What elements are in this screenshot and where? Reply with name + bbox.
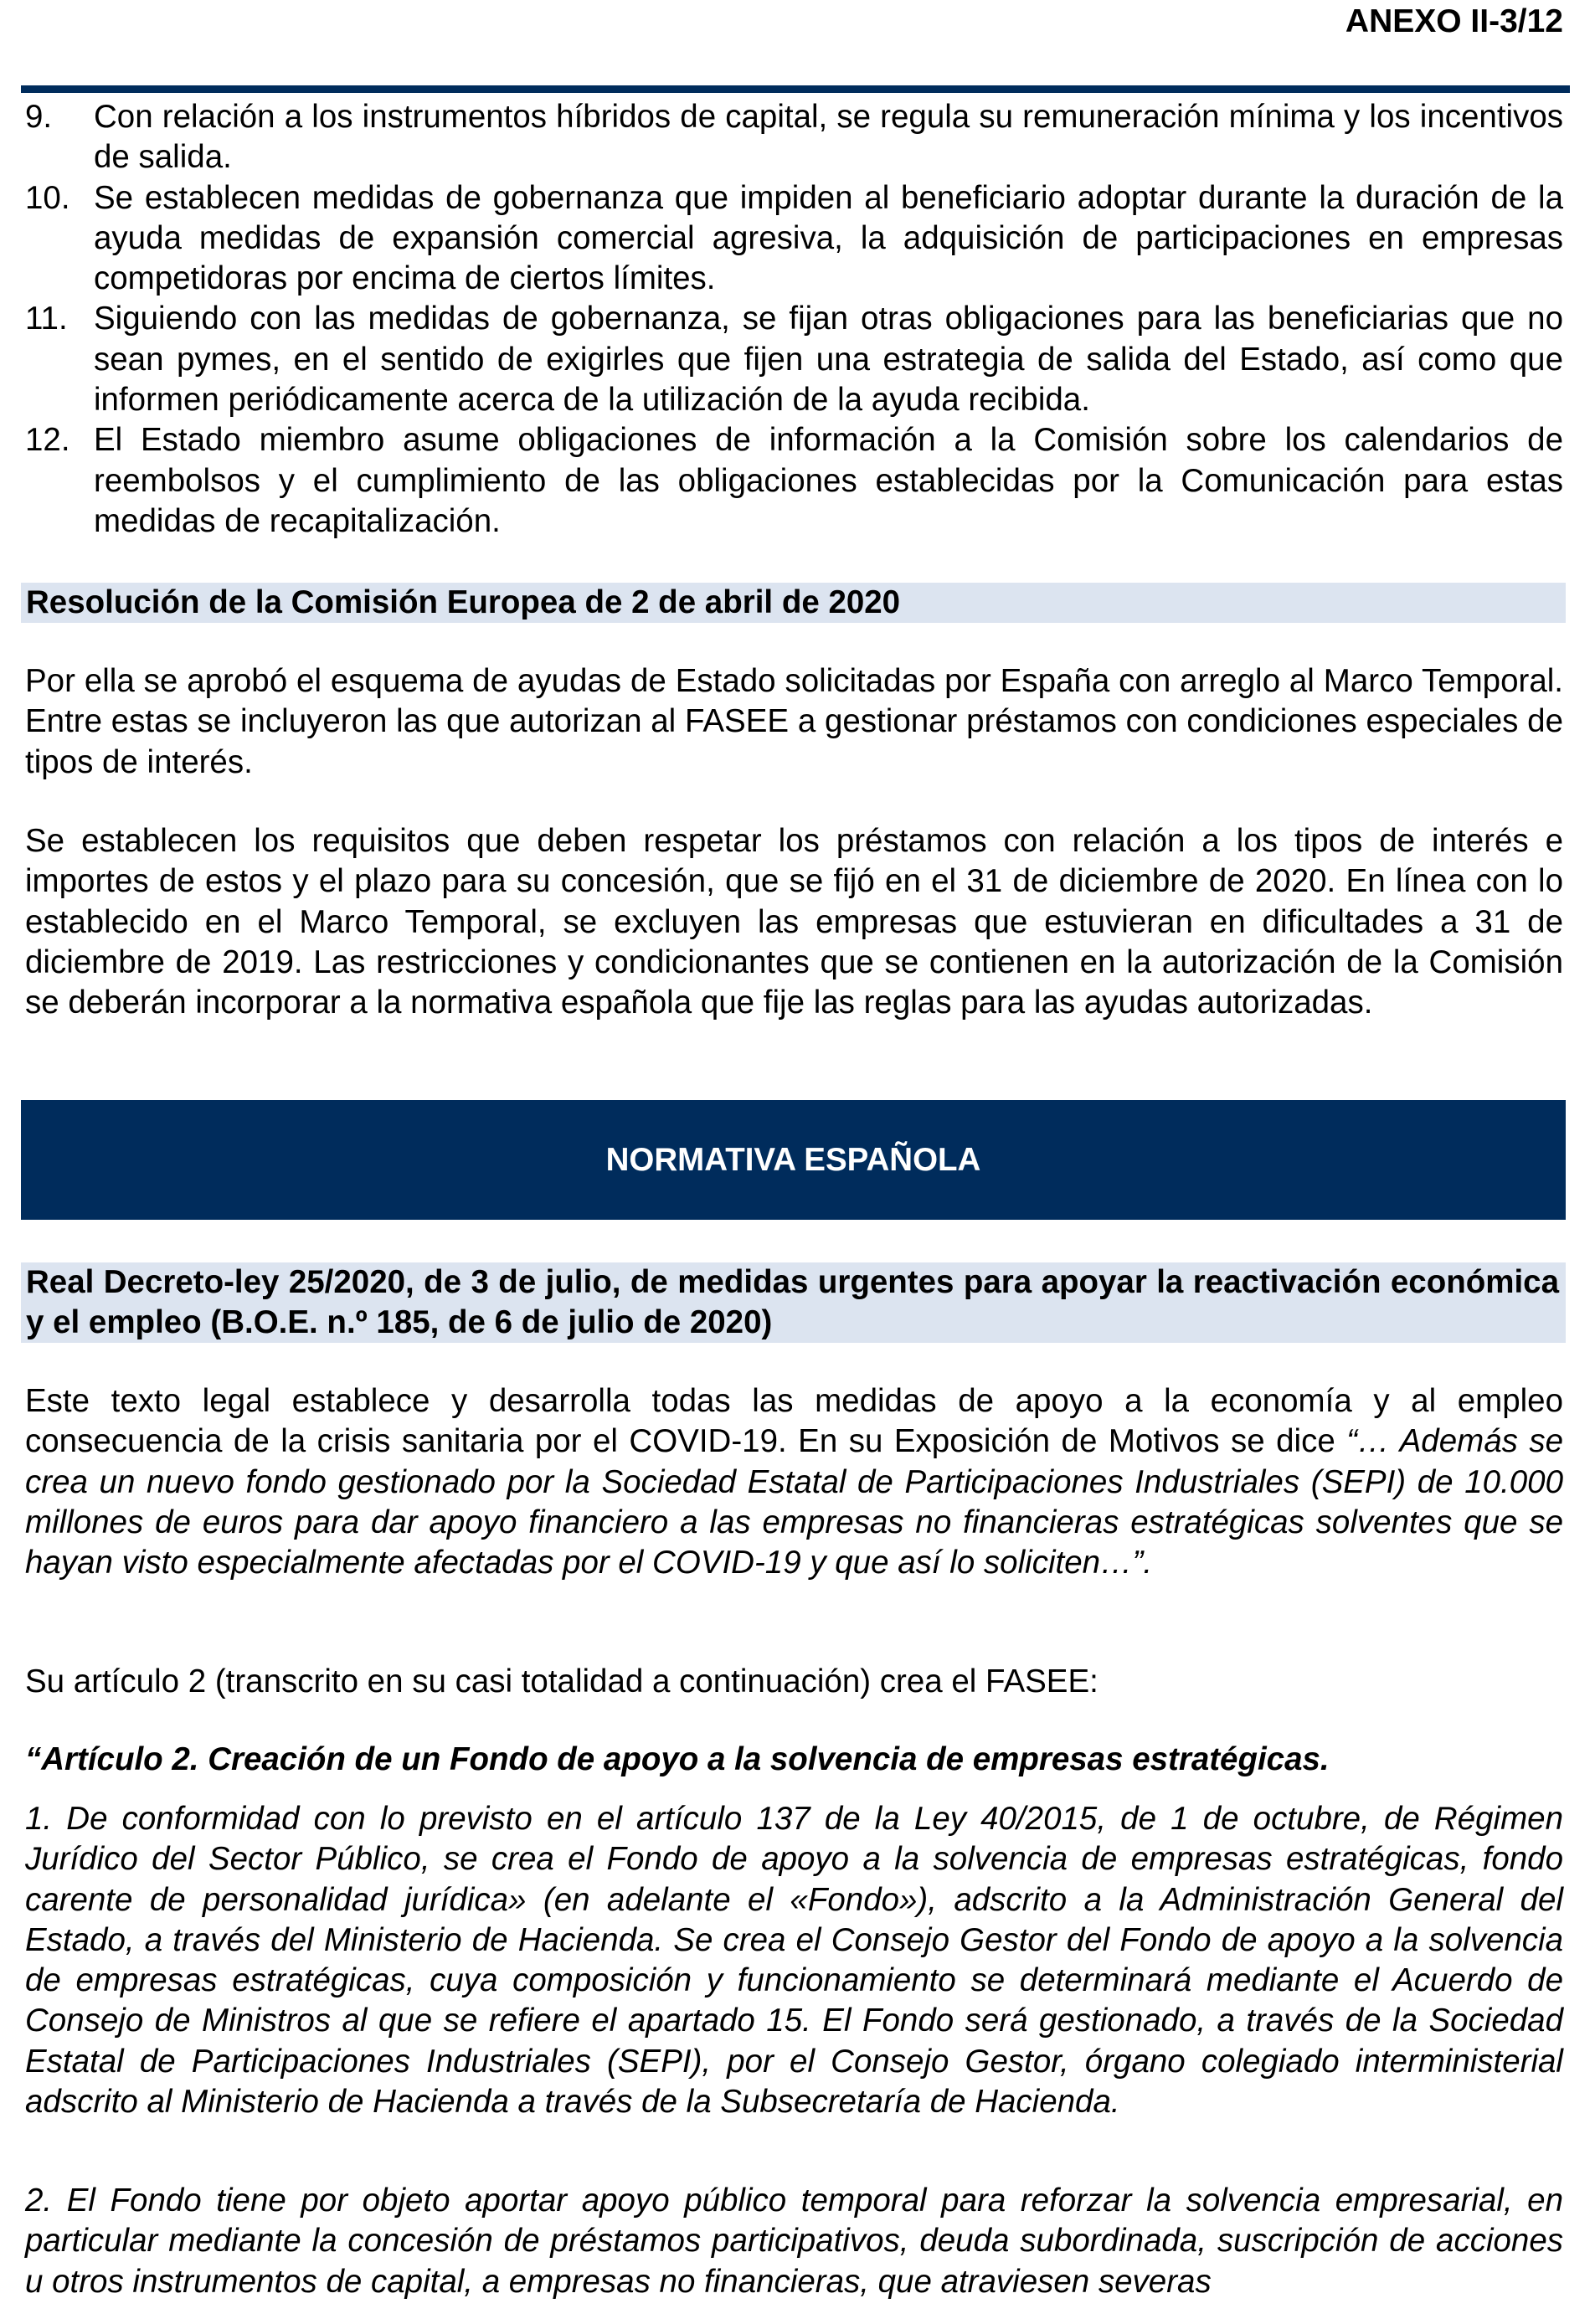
numbered-list: [25, 97, 1563, 542]
section-heading: Resolución de la Comisión Europea de 2 de abril de 2020: [26, 584, 901, 620]
item-text: Con relación a los instrumentos híbridos de capital, se regula su remuneración mínima y los incentivos de salida.: [94, 99, 1563, 176]
item-number: 9.: [25, 99, 53, 135]
list-item: [25, 178, 1563, 300]
item-text: El Estado miembro asume obligaciones de información a la Comisión sobre los calendarios de reembolsos y el cumplimiento de las obligaciones establecidas por la Comunicación para estas medidas de recapitalización.: [94, 422, 1563, 539]
section-banner: NORMATIVA ESPAÑOLA: [21, 1100, 1566, 1220]
section-heading: Real Decreto-ley 25/2020, de 3 de julio, de medidas urgentes para apoyar la reactivación económica y el empleo (B.O.E. n.º 185, de 6 de julio de 2020): [26, 1264, 1559, 1340]
item-number: 10.: [25, 179, 70, 216]
item-text: Siguiendo con las medidas de gobernanza, se fijan otras obligaciones para las beneficiarias que no sean pymes, en el sentido de exigirles que fijen una estrategia de salida del Estado, así como que informen periódicamente acerca de la utilización de la ayuda recibida.: [94, 301, 1563, 419]
page-label: ANEXO II-3/12: [1345, 3, 1563, 39]
quoted-text: “… Además se crea un nuevo fondo gestionado por la Sociedad Estatal de Participaciones Industriales (SEPI) de 10.000 millones de euros para dar apoyo financiero a las empresas no financieras estratégicas solventes que se hayan visto especialmente afectadas por el COVID-19 y que así lo soliciten…”.: [25, 1423, 1564, 1581]
paragraph: Por ella se aprobó el esquema de ayudas de Estado solicitadas por España con arreglo al Marco Temporal. Entre estas se incluyeron las que autorizan al FASEE a gestionar préstamos con condiciones especiales de tipos de interés.: [25, 663, 1563, 780]
item-number: 12.: [25, 422, 70, 459]
article-paragraph: 1. De conformidad con lo previsto en el artículo 137 de la Ley 40/2015, de 1 de octubre, de Régimen Jurídico del Sector Público, se crea el Fondo de apoyo a la solvencia de empresas estratégicas, fondo carente de personalidad jurídica» (en adelante el «Fondo»), adscrito a la Administración General del Estado, a través del Ministerio de Hacienda. Se crea el Consejo Gestor del Fondo de apoyo a la solvencia de empresas estratégicas, cuya composición y funcionamiento se determinará mediante el Acuerdo de Consejo de Ministros al que se refiere el apartado 15. El Fondo será gestionado, a través de la Sociedad Estatal de Participaciones Industriales (SEPI), por el Consejo Gestor, órgano colegiado interministerial adscrito al Ministerio de Hacienda a través de la Subsecretaría de Hacienda.: [25, 1801, 1563, 2121]
paragraph: Su artículo 2 (transcrito en su casi totalidad a continuación) crea el FASEE:: [25, 1663, 1098, 1699]
section-heading-band: [21, 1262, 1566, 1343]
list-item: [25, 97, 1563, 178]
item-text: Se establecen medidas de gobernanza que impiden al beneficiario adoptar durante la duración de la ayuda medidas de expansión comercial agresiva, la adquisición de participaciones en empresas competidoras por encima de ciertos límites.: [94, 179, 1563, 297]
section-heading-band: [21, 583, 1566, 623]
list-item: [25, 299, 1563, 420]
paragraph: [25, 1381, 1563, 1583]
article-paragraph: 2. El Fondo tiene por objeto aportar apoyo público temporal para reforzar la solvencia empresarial, en particular mediante la concesión de préstamos participativos, deuda subordinada, suscripción de acciones u otros instrumentos de capital, a empresas no financieras, que atraviesen severas: [25, 2183, 1563, 2300]
paragraph: Se establecen los requisitos que deben respetar los préstamos con relación a los tipos de interés e importes de estos y el plazo para su concesión, que se fijó en el 31 de diciembre de 2020. En línea con lo establecido en el Marco Temporal, se excluyen las empresas que estuvieran en dificultades a 31 de diciembre de 2019. Las restricciones y condicionantes que se contienen en la autorización de la Comisión se deberán incorporar a la normativa española que fije las reglas para las ayudas autorizadas.: [25, 823, 1563, 1021]
list-item: [25, 420, 1563, 542]
paragraph-text: Este texto legal establece y desarrolla todas las medidas de apoyo a la economía y al empleo consecuencia de la crisis sanitaria por el COVID-19. En su Exposición de Motivos se dice: [25, 1383, 1563, 1460]
item-number: 11.: [25, 301, 68, 337]
article-title: “Artículo 2. Creación de un Fondo de apoyo a la solvencia de empresas estratégicas.: [25, 1741, 1330, 1777]
header-rule: [21, 85, 1570, 93]
